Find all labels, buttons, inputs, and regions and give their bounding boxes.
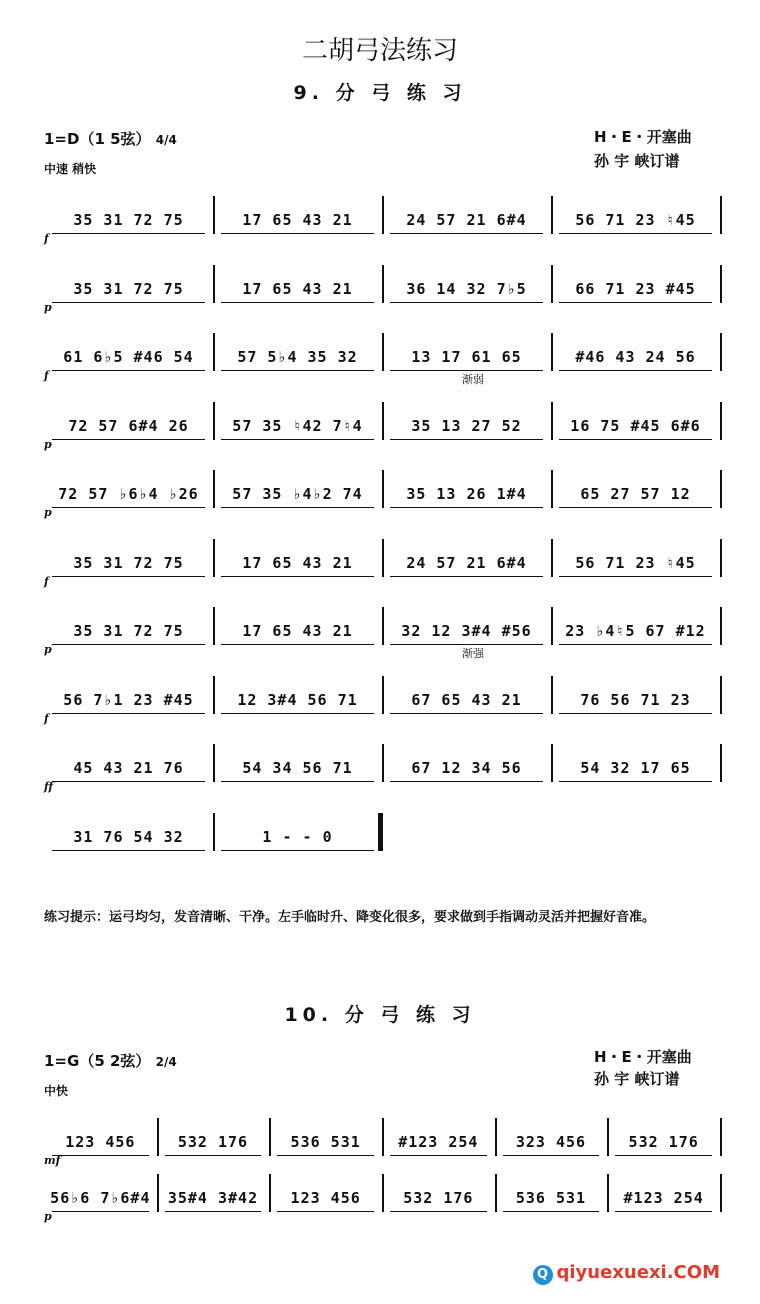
barline	[720, 333, 722, 371]
measure: 57 35 ♮42 7♮4	[219, 416, 376, 436]
dynamic-marking: f	[44, 574, 49, 588]
logo-icon: Q	[533, 1265, 553, 1285]
beam-underline	[277, 1211, 374, 1212]
beam-underline	[559, 370, 712, 371]
measure: 17 65 43 21	[219, 279, 376, 299]
barline	[157, 1118, 159, 1156]
beam-underline	[52, 370, 205, 371]
measure: 67 12 34 56	[388, 758, 545, 778]
barline	[720, 539, 722, 577]
beam-underline	[221, 302, 374, 303]
beam-underline	[559, 302, 712, 303]
expression-note: 渐强	[462, 647, 484, 660]
score-line	[44, 607, 720, 660]
score-line	[44, 813, 720, 861]
score-line	[44, 402, 720, 450]
beam-underline	[221, 507, 374, 508]
beam-underline	[390, 1211, 487, 1212]
time-signature: 2/4	[155, 1055, 177, 1069]
barline	[720, 676, 722, 714]
barline	[382, 1118, 384, 1156]
measure: 32 12 3#4 #56	[388, 621, 545, 641]
measure: 16 75 #45 6#6	[557, 416, 714, 436]
score-line	[44, 333, 720, 386]
barline	[382, 402, 384, 440]
barline	[551, 607, 553, 645]
barline	[551, 676, 553, 714]
beam-underline	[221, 233, 374, 234]
barline	[382, 265, 384, 303]
beam-underline	[52, 781, 205, 782]
barline	[551, 196, 553, 234]
score-line	[44, 744, 720, 792]
score-line	[44, 1118, 720, 1166]
barline	[382, 607, 384, 645]
barline	[157, 1174, 159, 1212]
measure: 532 176	[388, 1188, 489, 1208]
beam-underline	[52, 713, 205, 714]
barline	[551, 402, 553, 440]
barline	[607, 1174, 609, 1212]
measure: 57 5♭4 35 32	[219, 347, 376, 367]
expression-note: 渐弱	[462, 373, 484, 386]
barline	[551, 265, 553, 303]
barline	[720, 196, 722, 234]
measure: 72 57 ♭6♭4 ♭26	[50, 484, 207, 504]
beam-underline	[52, 1211, 149, 1212]
beam-underline	[559, 576, 712, 577]
beam-underline	[559, 507, 712, 508]
time-signature: 4/4	[155, 133, 177, 147]
arranger-credit: 孙 宇 峡订谱	[594, 152, 680, 170]
beam-underline	[165, 1211, 262, 1212]
measure: 56 71 23 ♮45	[557, 210, 714, 230]
watermark: Q qiyuexuexi.COM	[533, 1262, 721, 1285]
measure: 532 176	[163, 1132, 264, 1152]
barline	[720, 744, 722, 782]
beam-underline	[559, 439, 712, 440]
beam-underline	[221, 576, 374, 577]
measure: 23 ♭4♮5 67 #12	[557, 621, 714, 641]
measure: 56 7♭1 23 #45	[50, 690, 207, 710]
barline	[720, 265, 722, 303]
measure: 24 57 21 6#4	[388, 553, 545, 573]
barline	[720, 1174, 722, 1212]
measure: 35 31 72 75	[50, 279, 207, 299]
measure: 56♭6 7♭6#4	[50, 1188, 151, 1208]
dynamic-marking: f	[44, 369, 49, 382]
practice-hint: 练习提示：运弓均匀，发音清晰、干净。左手临时升、降变化很多，要求做到手指调动灵活并把握好音准。	[44, 910, 656, 925]
measure: 72 57 6#4 26	[50, 416, 207, 436]
barline	[382, 744, 384, 782]
barline	[551, 744, 553, 782]
key-signature: 1=D（1 5弦） 4/4	[44, 130, 177, 148]
barline	[495, 1174, 497, 1212]
measure: 323 456	[501, 1132, 602, 1152]
dynamic-marking: p	[44, 1210, 52, 1223]
measure: 65 27 57 12	[557, 484, 714, 504]
beam-underline	[52, 644, 205, 645]
beam-underline	[52, 507, 205, 508]
measure: 54 34 56 71	[219, 758, 376, 778]
beam-underline	[390, 781, 543, 782]
beam-underline	[559, 644, 712, 645]
barline	[213, 265, 215, 303]
measure: 54 32 17 65	[557, 758, 714, 778]
measure: 35 31 72 75	[50, 553, 207, 573]
beam-underline	[503, 1211, 600, 1212]
beam-underline	[390, 507, 543, 508]
beam-underline	[390, 1155, 487, 1156]
tempo-marking: 中快	[44, 1084, 69, 1098]
beam-underline	[221, 439, 374, 440]
page-title: 二胡弓法练习	[301, 36, 458, 66]
barline	[213, 813, 215, 851]
measure: 1 - - 0	[219, 827, 376, 847]
beam-underline	[615, 1155, 712, 1156]
dynamic-marking: p	[44, 300, 52, 314]
dynamic-marking: p	[44, 506, 52, 519]
measure: 36 14 32 7♭5	[388, 279, 545, 299]
beam-underline	[52, 233, 205, 234]
measure: 35 31 72 75	[50, 621, 207, 641]
measure: 536 531	[275, 1132, 376, 1152]
beam-underline	[52, 439, 205, 440]
barline	[720, 1118, 722, 1156]
barline	[551, 470, 553, 508]
dynamic-marking: p	[44, 643, 52, 656]
measure: #46 43 24 56	[557, 347, 714, 367]
measure: 57 35 ♭4♭2 74	[219, 484, 376, 504]
beam-underline	[221, 644, 374, 645]
barline	[213, 676, 215, 714]
beam-underline	[390, 576, 543, 577]
beam-underline	[390, 439, 543, 440]
measure: 35 13 26 1#4	[388, 484, 545, 504]
dynamic-marking: f	[44, 232, 49, 245]
barline	[213, 539, 215, 577]
measure: #123 254	[613, 1188, 714, 1208]
dynamic-marking: p	[44, 437, 52, 451]
measure: 17 65 43 21	[219, 621, 376, 641]
key-signature: 1=G（5 2弦） 2/4	[44, 1052, 177, 1070]
measure: 17 65 43 21	[219, 553, 376, 573]
barline	[551, 333, 553, 371]
barline	[382, 196, 384, 234]
barline	[607, 1118, 609, 1156]
measure: 13 17 61 65	[388, 347, 545, 367]
measure: 35 31 72 75	[50, 210, 207, 230]
composer-credit: H・E・开塞曲	[594, 1048, 692, 1066]
beam-underline	[52, 1155, 149, 1156]
barline	[213, 744, 215, 782]
measure: 35#4 3#42	[163, 1188, 264, 1208]
barline	[382, 539, 384, 577]
measure: 45 43 21 76	[50, 758, 207, 778]
measure: 24 57 21 6#4	[388, 210, 545, 230]
score-line	[44, 470, 720, 518]
measure: 35 13 27 52	[388, 416, 545, 436]
barline	[382, 470, 384, 508]
beam-underline	[559, 781, 712, 782]
final-barline	[378, 813, 383, 851]
measure: 17 65 43 21	[219, 210, 376, 230]
barline	[495, 1118, 497, 1156]
measure: 31 76 54 32	[50, 827, 207, 847]
beam-underline	[221, 370, 374, 371]
beam-underline	[221, 850, 374, 851]
section-title: 9. 分 弓 练 习	[293, 82, 467, 104]
beam-underline	[277, 1155, 374, 1156]
barline	[720, 470, 722, 508]
arranger-credit: 孙 宇 峡订谱	[594, 1070, 680, 1088]
tempo-marking: 中速 稍快	[44, 162, 97, 176]
composer-credit: H・E・开塞曲	[594, 128, 692, 146]
barline	[382, 1174, 384, 1212]
measure: 532 176	[613, 1132, 714, 1152]
beam-underline	[221, 781, 374, 782]
barline	[213, 607, 215, 645]
measure: 123 456	[50, 1132, 151, 1152]
beam-underline	[221, 713, 374, 714]
beam-underline	[390, 302, 543, 303]
measure: 66 71 23 #45	[557, 279, 714, 299]
measure: 67 65 43 21	[388, 690, 545, 710]
barline	[382, 676, 384, 714]
barline	[720, 402, 722, 440]
dynamic-marking: ff	[44, 780, 54, 793]
measure: #123 254	[388, 1132, 489, 1152]
measure: 12 3#4 56 71	[219, 690, 376, 710]
measure: 56 71 23 ♮45	[557, 553, 714, 573]
barline	[551, 539, 553, 577]
score-line	[44, 676, 720, 724]
barline	[269, 1118, 271, 1156]
beam-underline	[52, 302, 205, 303]
beam-underline	[615, 1211, 712, 1212]
score-line	[44, 1174, 720, 1222]
barline	[382, 333, 384, 371]
beam-underline	[165, 1155, 262, 1156]
beam-underline	[503, 1155, 600, 1156]
section-title: 10. 分 弓 练 习	[284, 1004, 476, 1026]
dynamic-marking: f	[44, 711, 49, 725]
measure: 536 531	[501, 1188, 602, 1208]
barline	[213, 196, 215, 234]
measure: 61 6♭5 #46 54	[50, 347, 207, 367]
barline	[720, 607, 722, 645]
barline	[213, 402, 215, 440]
score-line	[44, 265, 720, 313]
beam-underline	[559, 233, 712, 234]
barline	[213, 470, 215, 508]
barline	[213, 333, 215, 371]
dynamic-marking: mf	[44, 1154, 61, 1167]
beam-underline	[390, 713, 543, 714]
score-line	[44, 539, 720, 587]
measure: 123 456	[275, 1188, 376, 1208]
measure: 76 56 71 23	[557, 690, 714, 710]
barline	[269, 1174, 271, 1212]
beam-underline	[390, 233, 543, 234]
beam-underline	[52, 576, 205, 577]
beam-underline	[559, 713, 712, 714]
beam-underline	[52, 850, 205, 851]
score-line	[44, 196, 720, 244]
